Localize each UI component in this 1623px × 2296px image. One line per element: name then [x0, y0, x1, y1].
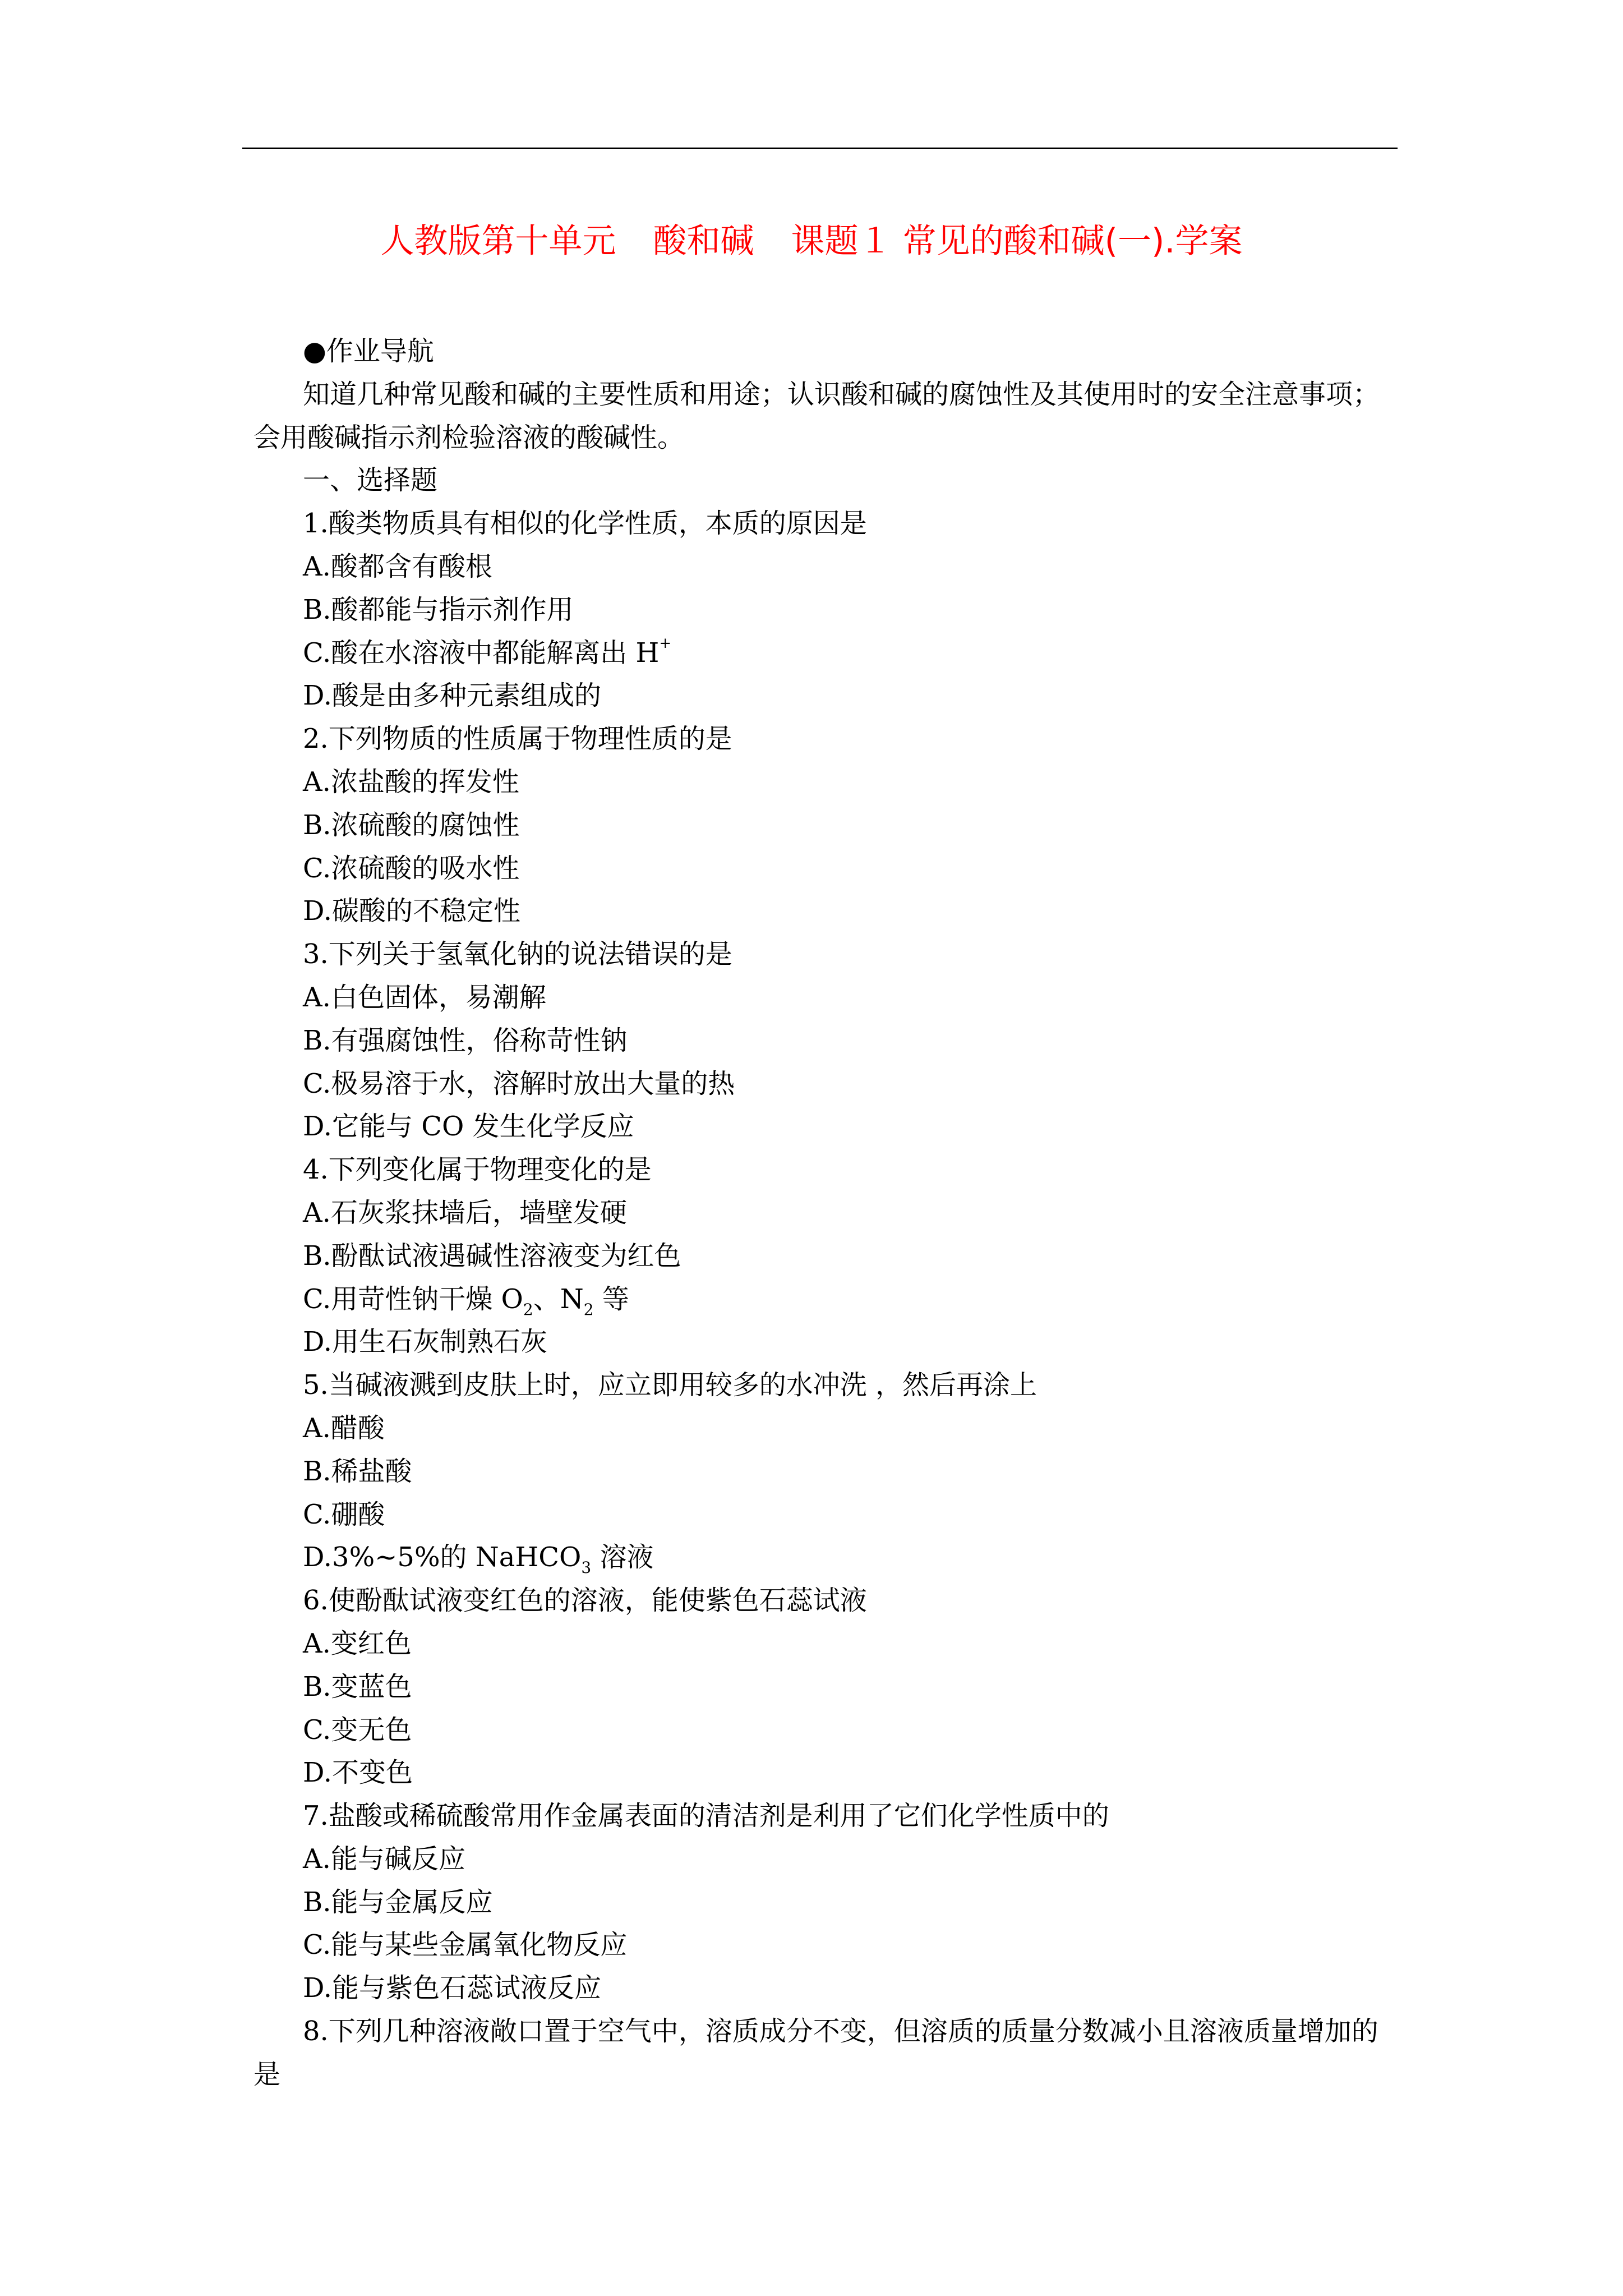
option-c: C.酸在水溶液中都能解离出 H+ [303, 634, 672, 669]
option-c: C.极易溶于水，溶解时放出大量的热 [303, 1068, 735, 1099]
question-stem: 4.下列变化属于物理变化的是 [303, 1154, 652, 1186]
intro-heading: ●作业导航 [303, 335, 434, 367]
option-d: D.3%~5%的 NaHCO$_3$ 溶液 [303, 1542, 654, 1577]
option-d: D.碳酸的不稳定性 [303, 895, 521, 927]
option-b: B.有强腐蚀性，俗称苛性钠 [303, 1024, 628, 1056]
option-b: B.稀盐酸 [303, 1455, 412, 1487]
option-a: A.浓盐酸的挥发性 [303, 766, 519, 798]
option-c: C.浓硫酸的吸水性 [303, 852, 520, 884]
document-body [253, 330, 1395, 2096]
question-stem: 1.酸类物质具有相似的化学性质，本质的原因是 [303, 508, 867, 540]
option-d: D.酸是由多种元素组成的 [303, 680, 602, 712]
title-lesson: 课题１ 常见的酸和碱(一).学案 [791, 222, 1243, 261]
option-b: B.变蓝色 [303, 1671, 412, 1703]
question-stem: 3.下列关于氢氧化钠的说法错误的是 [303, 938, 732, 970]
question-stem: 8.下列几种溶液敞口置于空气中，溶质成分不变，但溶质的质量分数减小且溶液质量增加的是 [253, 2016, 1378, 2090]
option-a: A.变红色 [303, 1627, 412, 1659]
title-unit: 人教版第十单元 [380, 222, 616, 261]
option-d: D.它能与 CO 发生化学反应 [303, 1111, 634, 1143]
option-b: B.酚酞试液遇碱性溶液变为红色 [303, 1240, 681, 1272]
question-stem: 5.当碱液溅到皮肤上时，应立即用较多的水冲洗 ，然后再涂上 [303, 1369, 1038, 1401]
question-stem: 7.盐酸或稀硫酸常用作金属表面的清洁剂是利用了它们化学性质中的 [303, 1800, 1109, 1832]
option-a: A.白色固体，易潮解 [303, 981, 546, 1013]
option-c: C.能与某些金属氧化物反应 [303, 1929, 628, 1961]
intro-text: 知道几种常见酸和碱的主要性质和用途；认识酸和碱的腐蚀性及其使用时的安全注意事项；会用酸碱指示剂检验溶液的酸碱性。 [253, 378, 1380, 453]
option-b: B.酸都能与指示剂作用 [303, 593, 574, 625]
option-d: D.用生石灰制熟石灰 [303, 1326, 548, 1358]
option-a: A.能与碱反应 [303, 1843, 465, 1875]
question-stem: 2.下列物质的性质属于物理性质的是 [303, 723, 732, 755]
option-c: C.变无色 [303, 1714, 412, 1746]
option-b: B.能与金属反应 [303, 1886, 493, 1918]
option-d: D.能与紫色石蕊试液反应 [303, 1972, 602, 2004]
option-a: A.石灰浆抹墙后，墙壁发硬 [303, 1197, 627, 1228]
header-rule [242, 148, 1398, 149]
document-title [0, 216, 1623, 266]
option-a: A.酸都含有酸根 [303, 550, 492, 582]
title-topic: 酸和碱 [653, 222, 754, 261]
option-b: B.浓硫酸的腐蚀性 [303, 809, 520, 841]
option-c: C.用苛性钠干燥 $O_2$、$N_2$ 等 [303, 1283, 629, 1319]
option-c: C.硼酸 [303, 1498, 385, 1530]
option-d: D.不变色 [303, 1757, 413, 1789]
section-heading: 一、选择题 [303, 464, 438, 496]
option-a: A.醋酸 [303, 1412, 385, 1444]
question-stem: 6.使酚酞试液变红色的溶液，能使紫色石蕊试液 [303, 1585, 867, 1617]
